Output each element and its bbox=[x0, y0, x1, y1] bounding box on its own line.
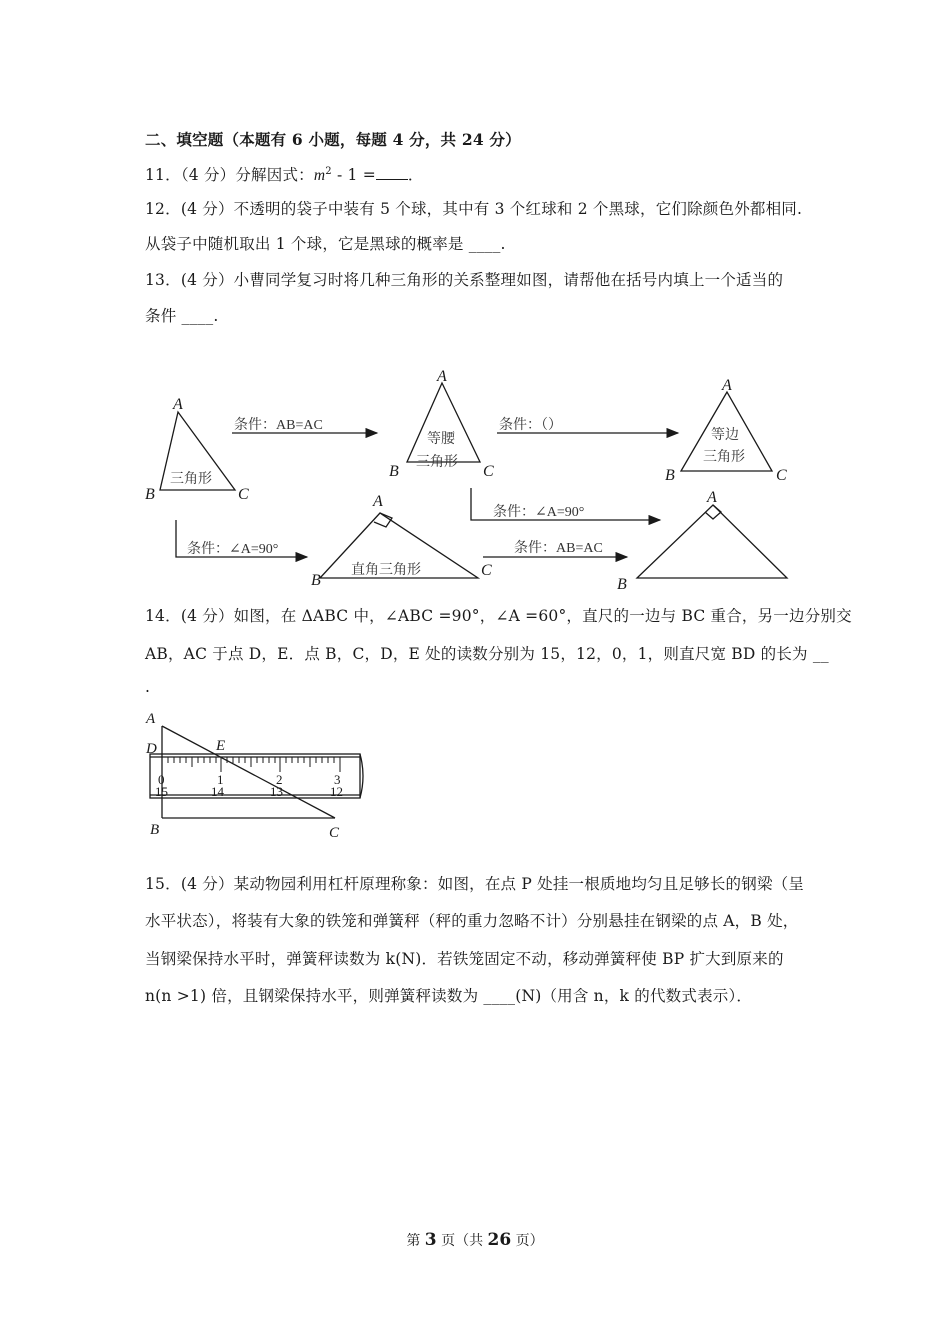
label-B-3: B bbox=[665, 467, 675, 484]
q11-expr-rest: - 1 = bbox=[331, 166, 376, 184]
footer-middle: 页（共 bbox=[436, 1233, 488, 1249]
q15-line-2: 水平状态），将装有大象的铁笼和弹簧秤（秤的重力忽略不计）分别悬挂在钢梁的点 A，B 处， bbox=[145, 912, 799, 930]
footer-total-pages: 26 bbox=[487, 1230, 512, 1250]
isosceles-label-2: 三角形 bbox=[416, 455, 458, 470]
page-footer bbox=[0, 1230, 950, 1250]
q13-line-2: 条件 ____. bbox=[145, 307, 219, 325]
q14-ruler-figure bbox=[0, 700, 400, 845]
footer-prefix: 第 bbox=[406, 1233, 425, 1249]
ruler-label-D: D bbox=[146, 741, 157, 757]
q13-line-1: 13．(4 分）小曹同学复习时将几种三角形的关系整理如图，请帮他在括号内填上一个适当的 bbox=[145, 271, 784, 289]
condition-angle-a-90-left: 条件：∠A=90° bbox=[187, 542, 279, 557]
label-B-5: B bbox=[617, 576, 627, 593]
q15-line-4: n(n >1) 倍，且钢梁保持水平，则弹簧秤读数为 ____(N)（用含 n，k 的代数式表示）． bbox=[145, 987, 753, 1005]
q14-line-1: 14．(4 分）如图，在 ΔABC 中，∠ABC =90°，∠A =60°，直尺的一边与 BC 重合，另一边分别交 bbox=[145, 607, 852, 625]
equilateral-label-1: 等边 bbox=[711, 428, 739, 443]
ruler-top-0: 0 bbox=[158, 772, 165, 787]
ruler-top-3: 3 bbox=[334, 772, 341, 787]
equilateral-label-2: 三角形 bbox=[703, 450, 745, 465]
question-11 bbox=[145, 163, 424, 185]
q14-line-2: AB，AC 于点 D，E．点 B，C，D，E 处的读数分别为 15，12，0，1，则直尺宽 BD 的长为 __ bbox=[145, 645, 829, 663]
footer-suffix: 页） bbox=[511, 1233, 544, 1249]
q11-expr-exp: 2 bbox=[325, 165, 332, 177]
label-B-4: B bbox=[311, 572, 321, 589]
triangle-label: 三角形 bbox=[170, 472, 212, 487]
q15-line-3: 当钢梁保持水平时，弹簧秤读数为 k(N)．若铁笼固定不动，移动弹簧秤使 BP 扩大到原来的 bbox=[145, 950, 784, 968]
q12-line-1: 12．(4 分）不透明的袋子中装有 5 个球，其中有 3 个红球和 2 个黑球，它们除颜色外都相同. bbox=[145, 200, 803, 218]
label-C-2: C bbox=[483, 463, 494, 480]
label-C-1: C bbox=[238, 486, 249, 503]
label-B-2: B bbox=[389, 463, 399, 480]
q11-expr-base: m bbox=[313, 167, 326, 184]
label-B-1: B bbox=[145, 486, 155, 503]
q12-line-2: 从袋子中随机取出 1 个球，它是黑球的概率是 ____. bbox=[145, 235, 506, 253]
ruler-bottom-15: 15 bbox=[155, 784, 168, 799]
right-triangle-label: 直角三角形 bbox=[351, 563, 421, 578]
label-A-5: A bbox=[707, 489, 717, 506]
ruler-bottom-14: 14 bbox=[211, 784, 224, 799]
condition-angle-a-90-top: 条件：∠A=90° bbox=[493, 505, 585, 520]
ruler-label-C: C bbox=[329, 825, 340, 841]
condition-blank: 条件：（） bbox=[499, 418, 562, 433]
q11-suffix: ． bbox=[407, 166, 424, 184]
ruler-label-E: E bbox=[216, 738, 226, 754]
q11-answer-blank bbox=[376, 165, 408, 180]
section-title: 二、填空题（本题有 6 小题，每题 4 分，共 24 分） bbox=[145, 130, 521, 149]
label-A-2: A bbox=[437, 368, 447, 385]
label-A-1: A bbox=[173, 396, 183, 413]
isosceles-triangle bbox=[407, 383, 480, 462]
ruler-top-1: 1 bbox=[217, 772, 224, 787]
q11-prefix: 11．（4 分）分解因式： bbox=[145, 166, 314, 184]
ruler-top-2: 2 bbox=[276, 772, 283, 787]
label-A-3: A bbox=[722, 377, 732, 394]
ruler-bottom-13: 13 bbox=[270, 784, 283, 799]
label-A-4: A bbox=[373, 493, 383, 510]
ruler-bottom-12: 12 bbox=[330, 784, 343, 799]
footer-page-number: 3 bbox=[424, 1230, 437, 1250]
q15-line-1: 15．(4 分）某动物园利用杠杆原理称象：如图，在点 P 处挂一根质地均匀且足够长的钢梁（呈 bbox=[145, 875, 805, 893]
isosceles-label-1: 等腰 bbox=[427, 432, 455, 447]
ruler-ticks bbox=[162, 757, 340, 772]
condition-ab-ac-2: 条件：AB=AC bbox=[514, 541, 603, 556]
label-C-3: C bbox=[776, 467, 787, 484]
q14-line-3: . bbox=[145, 678, 151, 696]
ruler-label-B: B bbox=[150, 822, 160, 838]
label-C-4: C bbox=[481, 562, 492, 579]
ruler-label-A: A bbox=[146, 711, 156, 727]
q13-triangle-diagram bbox=[0, 360, 950, 600]
condition-ab-ac: 条件：AB=AC bbox=[234, 418, 323, 433]
isosceles-right-triangle bbox=[637, 505, 787, 578]
